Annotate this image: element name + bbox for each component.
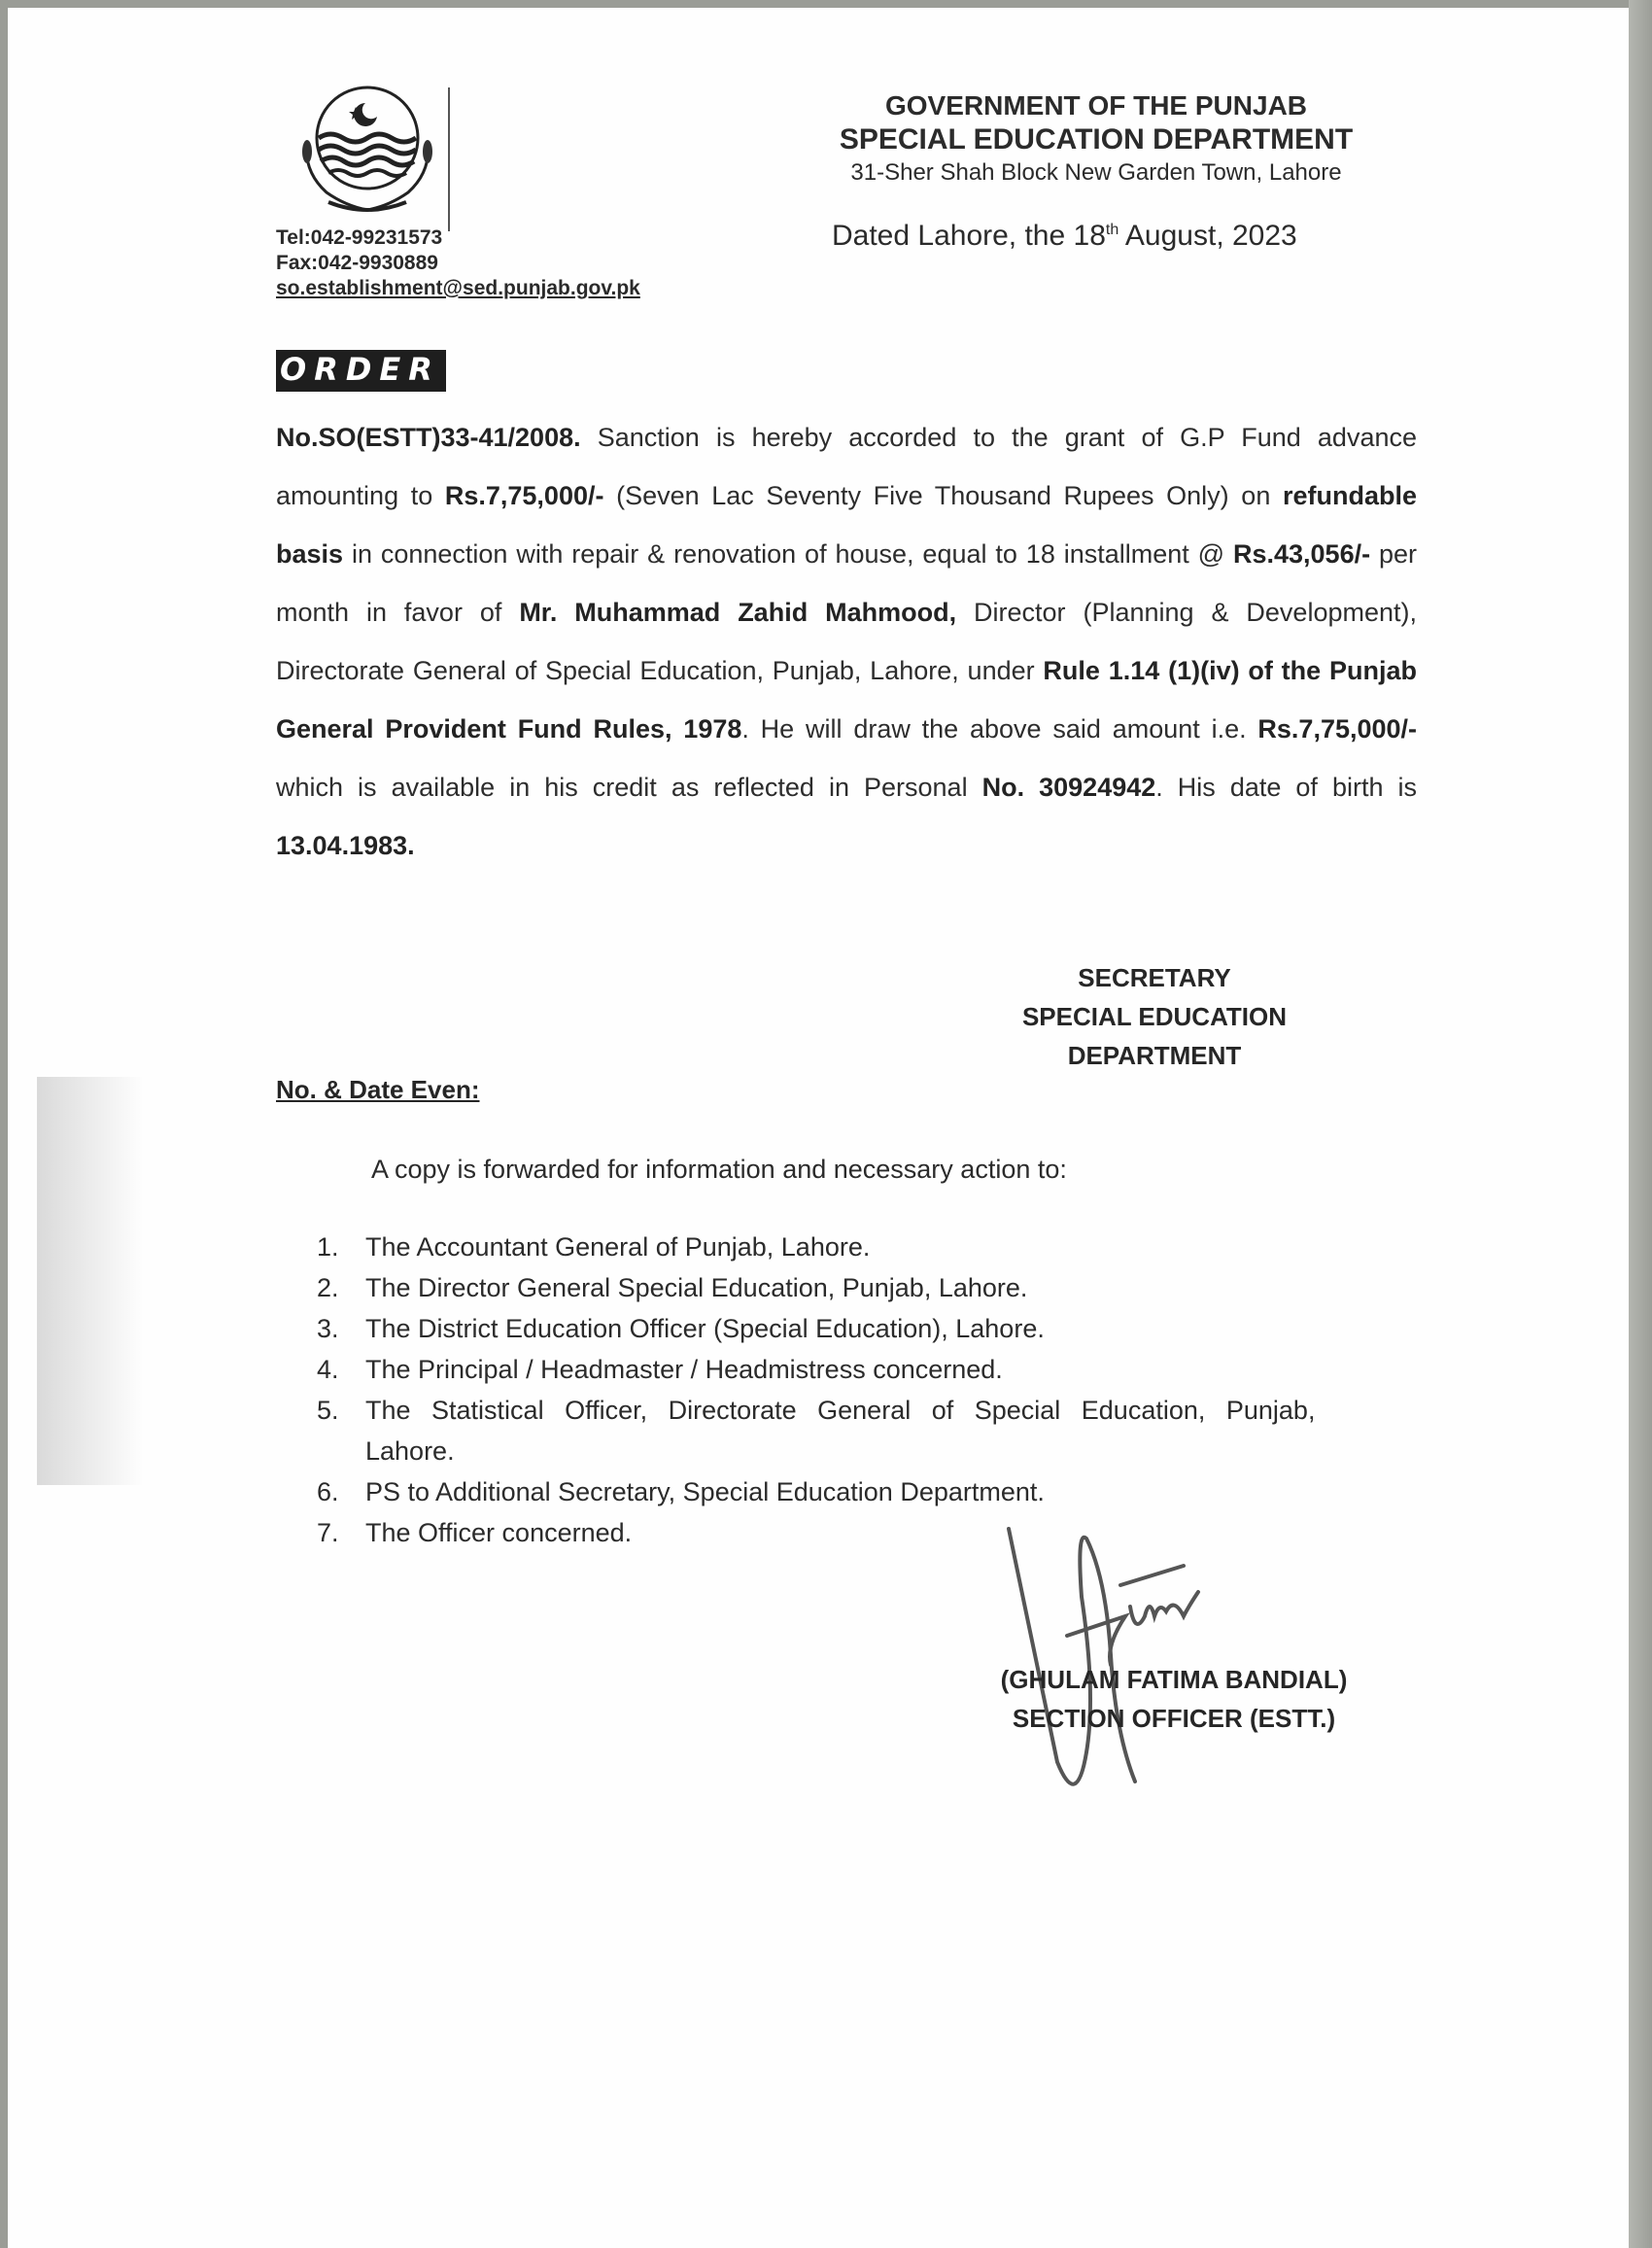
recipient-text: The Principal / Headmaster / Headmistress concerned. <box>365 1355 1003 1384</box>
order-body <box>276 408 1417 875</box>
order-text: which is available in his credit as reflected in Personal <box>276 773 982 802</box>
recipient-text-wrap <box>365 1390 1410 1471</box>
secretary-title: SECRETARY <box>1078 963 1231 992</box>
recipient-item <box>317 1349 1410 1390</box>
order-emphasis: Rs.43,056/- <box>1232 539 1371 569</box>
scanner-frame <box>1629 0 1652 2248</box>
department-address: 31-Sher Shah Block New Garden Town, Lahore <box>850 159 1342 186</box>
order-text: Director (Planning & Development), Directorate General of Special Education, Punjab, Lahore, under <box>276 598 1417 685</box>
order-emphasis: Rs.7,75,000/- <box>444 481 604 510</box>
government-name: GOVERNMENT OF THE PUNJAB <box>884 90 1308 121</box>
recipient-text: The Director General Special Education, Punjab, Lahore. <box>365 1273 1028 1302</box>
order-text: per month in favor of <box>276 539 1417 627</box>
recipient-number: 5. <box>317 1396 339 1425</box>
telephone: Tel:042-99231573 <box>276 226 443 249</box>
recipient-item <box>317 1308 1410 1349</box>
recipient-number: 7. <box>317 1518 339 1547</box>
date-suffix: August, 2023 <box>1119 220 1297 252</box>
recipient-text-wrap <box>365 1267 1410 1308</box>
order-emphasis: No. 30924942 <box>981 773 1156 802</box>
recipient-number: 4. <box>317 1355 339 1384</box>
endorsement-intro: A copy is forwarded for information and necessary action to: <box>371 1155 1067 1184</box>
letterhead-divider <box>448 87 450 231</box>
recipient-item <box>317 1227 1410 1267</box>
recipient-text: PS to Additional Secretary, Special Education Department. <box>365 1477 1045 1506</box>
order-emphasis: refundable basis <box>276 481 1417 569</box>
recipient-list <box>317 1227 1410 1553</box>
recipient-item <box>317 1390 1410 1471</box>
signatory-name: (GHULAM FATIMA BANDIAL) <box>1000 1665 1348 1694</box>
recipient-text-wrap <box>365 1227 1410 1267</box>
order-text: (Seven Lac Seventy Five Thousand Rupees Only) on <box>603 481 1283 510</box>
document-date <box>832 220 1297 253</box>
contact-details <box>276 225 640 301</box>
letterhead-title <box>805 89 1388 189</box>
email-link[interactable]: so.establishment@sed.punjab.gov.pk <box>276 277 640 299</box>
recipient-item <box>317 1267 1410 1308</box>
department-name: SPECIAL EDUCATION DEPARTMENT <box>839 123 1354 156</box>
order-emphasis: Mr. Muhammad Zahid Mahmood, <box>519 598 957 627</box>
order-emphasis: No.SO(ESTT)33-41/2008. <box>276 423 581 452</box>
recipient-number: 3. <box>317 1314 339 1343</box>
fax: Fax:042-9930889 <box>276 252 438 274</box>
date-ordinal: th <box>1105 222 1119 238</box>
order-text: in connection with repair & renovation of house, equal to 18 installment @ <box>343 539 1233 569</box>
recipient-text-wrap <box>365 1471 1410 1512</box>
recipient-text-wrap <box>365 1349 1410 1390</box>
recipient-number: 2. <box>317 1273 339 1302</box>
endorsement-heading: No. & Date Even: <box>276 1075 480 1104</box>
recipient-text: The Statistical Officer, Directorate General of Special Education, Punjab, <box>365 1396 1316 1425</box>
order-heading: ORDER <box>276 350 446 392</box>
recipient-number: 6. <box>317 1477 339 1506</box>
recipient-text: The Officer concerned. <box>365 1518 633 1547</box>
recipient-number: 1. <box>317 1232 339 1262</box>
order-emphasis: Rule 1.14 (1)(iv) of the Punjab General Provident Fund Rules, 1978 <box>276 656 1417 744</box>
document-page <box>8 8 1629 2248</box>
date-prefix: Dated Lahore, the 18 <box>832 220 1106 252</box>
order-text: Sanction is hereby accorded to the grant of G.P Fund advance amounting to <box>276 423 1417 510</box>
recipient-item <box>317 1471 1410 1512</box>
order-text: . He will draw the above said amount i.e. <box>741 714 1258 744</box>
recipient-text-wrap <box>365 1308 1410 1349</box>
order-emphasis: Rs.7,75,000/- <box>1257 714 1418 744</box>
secretary-department-line2: DEPARTMENT <box>1067 1041 1242 1070</box>
recipient-text: The District Education Officer (Special Education), Lahore. <box>365 1314 1045 1343</box>
recipient-text-continuation: Lahore. <box>365 1436 455 1466</box>
secretary-department-line1: SPECIAL EDUCATION <box>1021 1002 1288 1031</box>
secretary-block <box>1018 958 1291 1075</box>
recipient-text: The Accountant General of Punjab, Lahore. <box>365 1232 871 1262</box>
signatory-block <box>970 1660 1378 1738</box>
order-emphasis: 13.04.1983. <box>276 831 415 860</box>
government-of-punjab-emblem-icon <box>290 84 445 220</box>
order-text: . His date of birth is <box>1155 773 1417 802</box>
signatory-designation: SECTION OFFICER (ESTT.) <box>1012 1704 1336 1733</box>
